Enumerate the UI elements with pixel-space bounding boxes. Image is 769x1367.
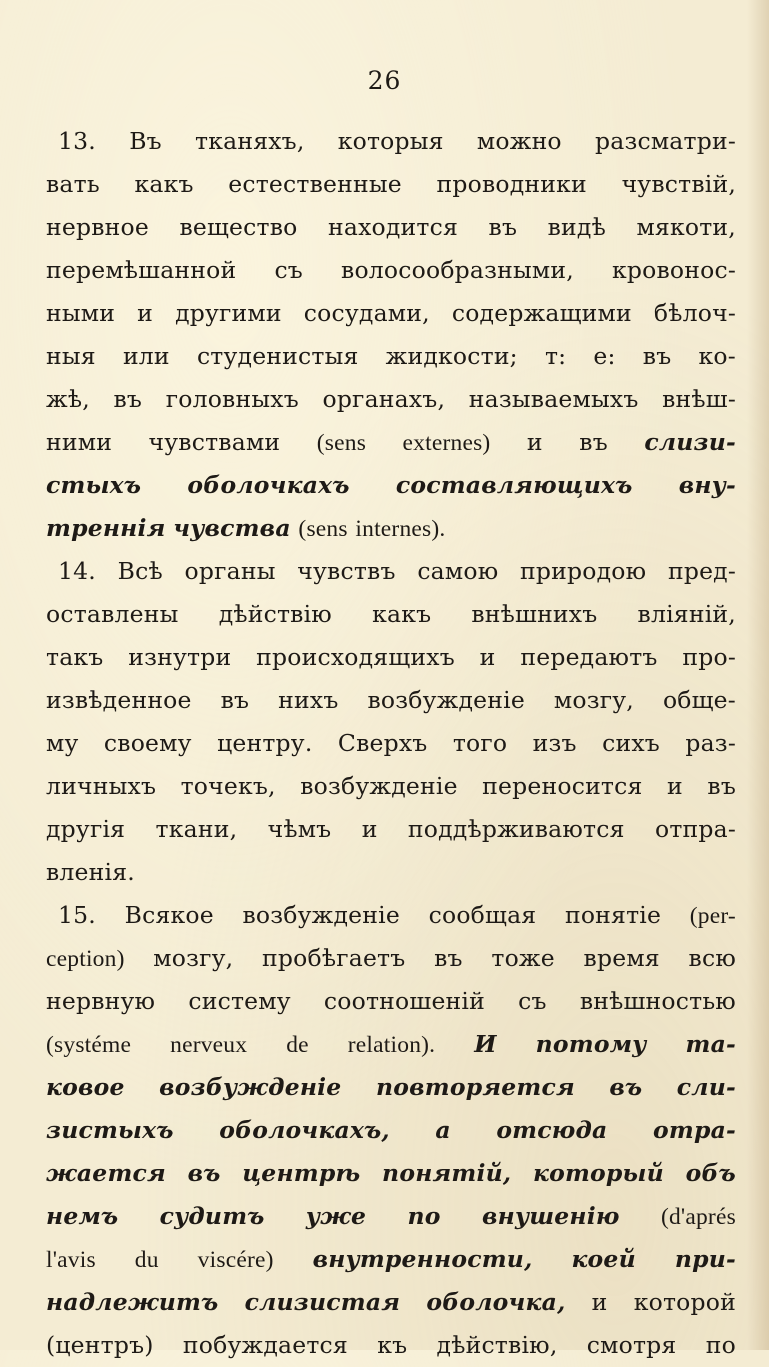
text-line (46, 249, 736, 292)
latin-word: internes). (355, 516, 446, 542)
word: оставлены (46, 600, 179, 628)
latin-word: nerveux (170, 1032, 248, 1058)
italic-word: составляющихъ (395, 471, 633, 499)
word: или (122, 342, 170, 370)
word: сосудами, (303, 299, 430, 327)
word: нихъ (278, 686, 339, 714)
italic-word: надлежитъ (46, 1288, 219, 1316)
word: головныхъ (165, 385, 299, 413)
text-line (46, 507, 736, 550)
italic-word: внушенію (481, 1202, 620, 1230)
latin-word: viscére) (197, 1247, 274, 1273)
text-line (46, 1152, 736, 1195)
word: т: (544, 342, 567, 370)
text-line (46, 163, 736, 206)
word: обще- (662, 686, 736, 714)
word: побуждается (182, 1331, 348, 1359)
italic-word: стыхъ (46, 471, 142, 499)
latin-word: du (134, 1247, 159, 1273)
word: личныхъ (46, 772, 157, 800)
word: называемыхъ (468, 385, 639, 413)
word: самою (417, 557, 499, 585)
latin-word: l'avis (46, 1247, 96, 1273)
italic-word: оболочка, (426, 1288, 566, 1316)
text-line (46, 1281, 736, 1324)
word: чувствъ (297, 557, 396, 585)
italic-word: вну- (678, 471, 736, 499)
word: поддѣрживаются (407, 815, 625, 843)
word: извѣденное (46, 686, 192, 714)
word: такъ (46, 643, 104, 671)
text-line (46, 1238, 736, 1281)
word: Всякое (124, 901, 214, 929)
word: Всѣ (117, 557, 163, 585)
italic-word: въ (187, 1159, 221, 1187)
italic-word: жается (46, 1159, 166, 1187)
word: которой (633, 1288, 736, 1316)
word: содержащими (451, 299, 632, 327)
word: жѣ, (46, 385, 90, 413)
word: жидкости; (385, 342, 518, 370)
italic-word: судитъ (159, 1202, 265, 1230)
word: (центръ) (46, 1331, 154, 1359)
word: мякоти, (636, 213, 736, 241)
italic-word: по (407, 1202, 441, 1230)
word: въ (488, 213, 518, 241)
word: пред- (667, 557, 736, 585)
word: къ (377, 1331, 408, 1359)
latin-word: (sens (298, 516, 348, 542)
word: про- (682, 643, 736, 671)
word: находится (328, 213, 459, 241)
text-line (46, 980, 736, 1023)
text-line (46, 464, 736, 507)
latin-word: (sens (316, 430, 367, 456)
word: ными (46, 299, 116, 327)
latin-word: (per- (689, 903, 736, 929)
latin-word: relation). (347, 1032, 436, 1058)
word: центру. (217, 729, 313, 757)
word: и (137, 299, 154, 327)
italic-word: коей (571, 1245, 636, 1273)
body-text (46, 120, 736, 1367)
word: проводники (436, 170, 587, 198)
text-line (46, 335, 736, 378)
word: и (479, 643, 496, 671)
italic-word: та- (685, 1030, 736, 1058)
word: въ (220, 686, 250, 714)
text-line (46, 1066, 736, 1109)
word: разсматри- (595, 127, 736, 155)
text-line (46, 1023, 736, 1066)
word: своему (103, 729, 192, 757)
text-line (46, 722, 736, 765)
text-line (46, 808, 736, 851)
word: точекъ, (180, 772, 276, 800)
word: въ (642, 342, 672, 370)
word: органахъ, (322, 385, 446, 413)
word: изнутри (128, 643, 232, 671)
italic-word: въ (609, 1073, 643, 1101)
text-line (46, 636, 736, 679)
word: тоже (491, 944, 555, 972)
word: происходящихъ (256, 643, 455, 671)
text-line (46, 593, 736, 636)
word: чувствій, (621, 170, 736, 198)
word: мозгу, (153, 944, 234, 972)
word: дѣйствію (218, 600, 332, 628)
word: перемѣшанной (46, 256, 237, 284)
text-line (46, 378, 736, 421)
word: по (705, 1331, 736, 1359)
word: другими (175, 299, 282, 327)
word: чѣмъ (267, 815, 332, 843)
word: сообщая (428, 901, 537, 929)
text-line (46, 206, 736, 249)
word: ко- (698, 342, 736, 370)
word: смотря (586, 1331, 677, 1359)
page-number: 26 (367, 66, 402, 95)
word: съ (518, 987, 547, 1015)
word: и (667, 772, 683, 800)
word: природою (520, 557, 647, 585)
text-line (46, 120, 736, 163)
word: внѣш- (662, 385, 736, 413)
text-line (46, 679, 736, 722)
word: Сверхъ (337, 729, 428, 757)
word: Въ (129, 127, 162, 155)
word: возбужденіе (300, 772, 458, 800)
word: изъ (532, 729, 577, 757)
word: можно (476, 127, 562, 155)
italic-word: отсюда (496, 1116, 608, 1144)
word: вещество (179, 213, 298, 241)
word: въ (434, 944, 463, 972)
italic-word: а (435, 1116, 451, 1144)
word: въ (579, 428, 608, 456)
page-edge-shadow (747, 0, 769, 1350)
italic-word: треннія (46, 514, 166, 542)
text-line (46, 1109, 736, 1152)
word: бѣлоч- (653, 299, 736, 327)
word: отпра- (654, 815, 736, 843)
word: въ (113, 385, 143, 413)
word: раз- (685, 729, 736, 757)
word: переносится (482, 772, 643, 800)
word: мозгу, (553, 686, 634, 714)
text-line (46, 550, 736, 593)
text-line (46, 851, 736, 894)
word: пробѣгаетъ (262, 944, 406, 972)
italic-word: при- (674, 1245, 736, 1273)
italic-word: И (474, 1030, 497, 1058)
word: всю (688, 944, 736, 972)
word: возбужденіе (242, 901, 400, 929)
word: соотношеній (323, 987, 485, 1015)
text-line (46, 1324, 736, 1367)
word: время (583, 944, 660, 972)
paragraph-number: 15. (58, 901, 96, 929)
latin-word: externes) (402, 430, 491, 456)
word: того (452, 729, 508, 757)
word: видѣ (547, 213, 606, 241)
text-line (46, 1195, 736, 1238)
word: которыя (337, 127, 444, 155)
word: кровонос- (612, 256, 736, 284)
word: дѣйствію, (436, 1331, 558, 1359)
italic-word: центрѣ (242, 1159, 361, 1187)
word: нервное (46, 213, 149, 241)
italic-word: немъ (46, 1202, 119, 1230)
word: е: (593, 342, 616, 370)
word: естественные (228, 170, 402, 198)
italic-word: потому (535, 1030, 647, 1058)
word: ныя (46, 342, 96, 370)
word: органы (184, 557, 276, 585)
word: и (591, 1288, 608, 1316)
word: чувствами (148, 428, 281, 456)
italic-word: чувства (173, 514, 291, 542)
word: другія (46, 815, 126, 843)
italic-word: слизистая (244, 1288, 401, 1316)
italic-word: внутренности, (312, 1245, 533, 1273)
latin-word: de (286, 1032, 309, 1058)
italic-word: ковое (46, 1073, 125, 1101)
text-line (46, 765, 736, 808)
italic-word: оболочкахъ, (219, 1116, 390, 1144)
italic-word: объ (685, 1159, 736, 1187)
word: внѣшнихъ (471, 600, 598, 628)
paragraph-number: 13. (58, 127, 96, 155)
word: вленія. (46, 858, 135, 886)
text-line (46, 894, 736, 937)
italic-word: оболочкахъ (187, 471, 350, 499)
word: какъ (372, 600, 432, 628)
word: и (526, 428, 543, 456)
word: систему (188, 987, 291, 1015)
italic-word: возбужденіе (159, 1073, 342, 1101)
italic-word: сли- (676, 1073, 736, 1101)
word: внѣшностью (579, 987, 736, 1015)
latin-word: ception) (46, 946, 125, 972)
word: въ (707, 772, 736, 800)
paragraph-number: 14. (58, 557, 96, 585)
italic-word: зистыхъ (46, 1116, 174, 1144)
word: ткани, (155, 815, 238, 843)
word: ними (46, 428, 113, 456)
latin-word: (d'aprés (660, 1204, 736, 1230)
italic-word: повторяется (375, 1073, 575, 1101)
word: сихъ (602, 729, 660, 757)
text-line (46, 292, 736, 335)
word: понятіе (564, 901, 662, 929)
word: тканяхъ, (195, 127, 305, 155)
latin-word: (systéme (46, 1032, 132, 1058)
text-line (46, 421, 736, 464)
italic-word: который (532, 1159, 664, 1187)
italic-word: отра- (653, 1116, 736, 1144)
word: и (361, 815, 378, 843)
word: вліяній, (637, 600, 736, 628)
word: возбужденіе (367, 686, 525, 714)
word: му (46, 729, 79, 757)
word: студенистыя (196, 342, 359, 370)
italic-word: слизи- (644, 428, 736, 456)
italic-word: уже (305, 1202, 367, 1230)
word: нервную (46, 987, 156, 1015)
italic-word: понятій, (382, 1159, 512, 1187)
text-line (46, 937, 736, 980)
word: съ (274, 256, 303, 284)
word: передаютъ (520, 643, 658, 671)
word: волосообразными, (341, 256, 574, 284)
word: какъ (134, 170, 194, 198)
word: вать (46, 170, 100, 198)
